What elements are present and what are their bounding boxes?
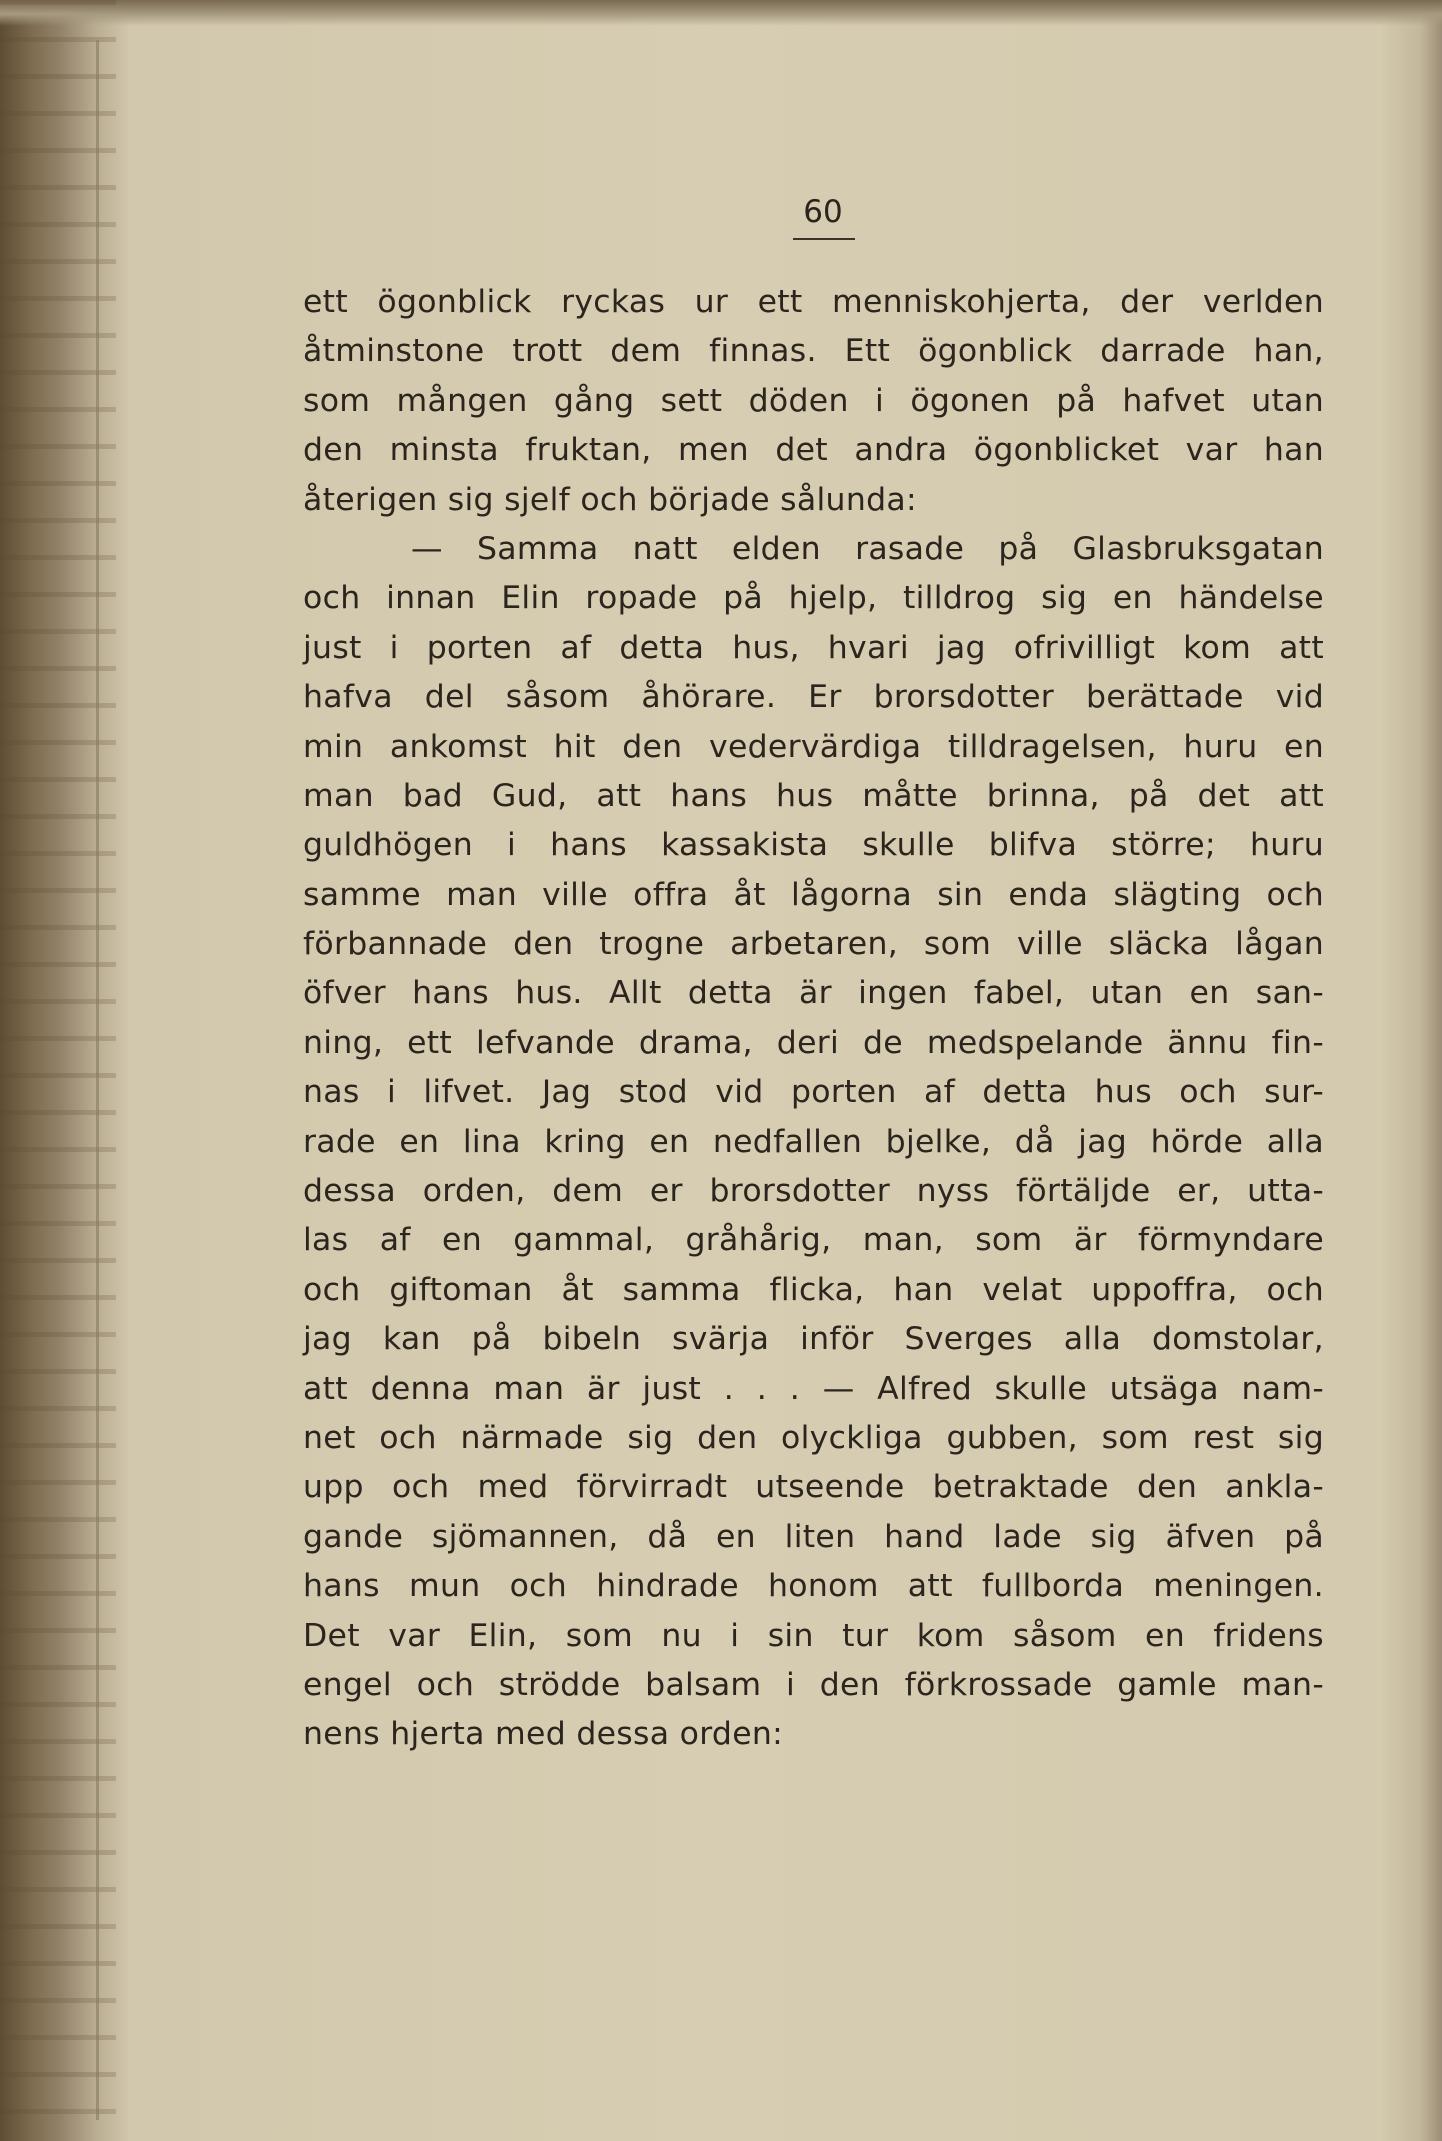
text-line: öfver hans hus. Allt detta är ingen fabel, utan en san- [303,975,1324,1012]
text-line: just i porten af detta hus, hvari jag ofrivilligt kom att [303,629,1324,666]
page-spine [96,40,99,2120]
text-line: guldhögen i hans kassakista skulle blifva större; huru [303,827,1324,864]
page-number-rule [793,238,855,240]
text-line: återigen sig sjelf och började sålunda: [303,481,917,518]
text-line: hafva del såsom åhörare. Er brorsdotter berättade vid [303,679,1324,716]
text-line: — Samma natt elden rasade på Glasbruksgatan [411,530,1324,567]
text-line: och giftoman åt samma flicka, han velat uppoffra, och [303,1271,1324,1308]
text-line: att denna man är just . . . — Alfred skulle utsäga nam- [303,1370,1324,1407]
text-line: engel och strödde balsam i den förkrossade gamle man- [303,1666,1324,1703]
text-line: las af en gammal, gråhårig, man, som är förmyndare [303,1222,1324,1259]
body-text [303,278,1324,1760]
text-line: man bad Gud, att hans hus måtte brinna, på det att [303,777,1324,814]
text-line: ett ögonblick ryckas ur ett menniskohjerta, der verlden [303,284,1324,320]
text-line: gande sjömannen, då en liten hand lade sig äfven på [303,1518,1324,1555]
text-line: jag kan på bibeln svärja inför Sverges alla domstolar, [303,1321,1324,1358]
page-top-edge [0,0,1442,26]
text-line: min ankomst hit den vedervärdiga tilldragelsen, huru en [303,728,1324,765]
text-line: nas i lifvet. Jag stod vid porten af detta hus och sur- [303,1074,1324,1111]
text-line: net och närmade sig den olyckliga gubben, som rest sig [303,1419,1324,1456]
page-number: 60 [803,194,843,230]
text-line: åtminstone trott dem finnas. Ett ögonblick darrade han, [303,333,1324,370]
text-line: som mången gång sett döden i ögonen på hafvet utan [303,382,1324,419]
text-line: förbannade den trogne arbetaren, som ville släcka lågan [303,926,1324,963]
text-line: upp och med förvirradt utseende betraktade den ankla- [303,1469,1324,1506]
text-line: dessa orden, dem er brorsdotter nyss förtäljde er, utta- [303,1173,1324,1210]
text-line: ning, ett lefvande drama, deri de medspelande ännu fin- [303,1024,1324,1061]
text-line: Det var Elin, som nu i sin tur kom såsom en fridens [303,1617,1324,1654]
text-line: samme man ville offra åt lågorna sin enda slägting och [303,876,1324,913]
text-line: nens hjerta med dessa orden: [303,1716,784,1753]
text-line: den minsta fruktan, men det andra ögonblicket var han [303,432,1324,469]
text-line: och innan Elin ropade på hjelp, tilldrog sig en händelse [303,580,1324,617]
text-line: rade en lina kring en nedfallen bjelke, då jag hörde alla [303,1123,1324,1160]
text-line: hans mun och hindrade honom att fullborda meningen. [303,1568,1324,1605]
